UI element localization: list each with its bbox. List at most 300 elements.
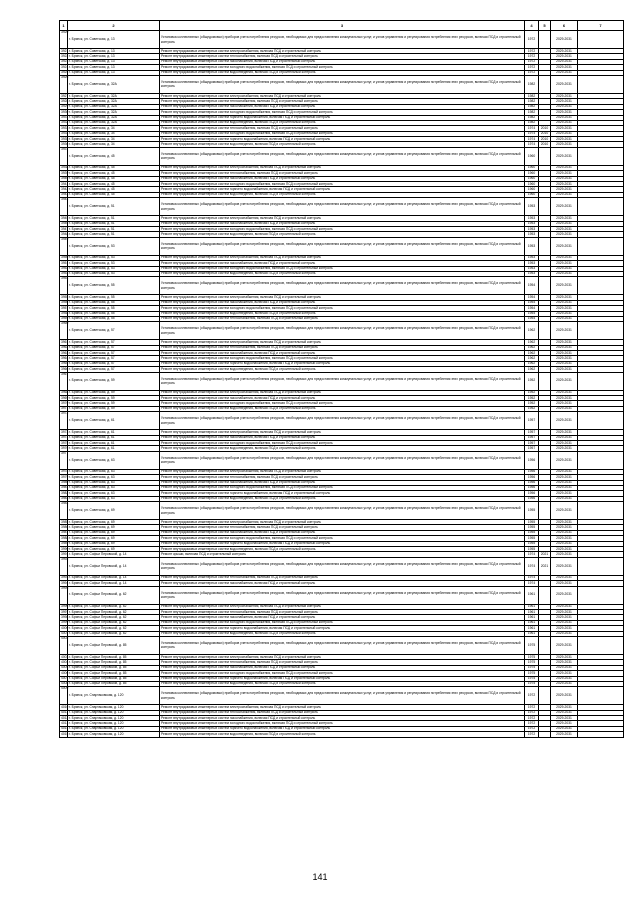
repair-period-cell: 2029-2031	[551, 390, 578, 395]
repair-period-cell: 2029-2031	[551, 221, 578, 226]
empty-cell	[578, 277, 624, 295]
build-year-cell: 1960	[525, 165, 539, 170]
repair-period-cell: 2029-2031	[551, 300, 578, 305]
row-number: 3952	[61, 266, 69, 271]
repair-period-cell: 2029-2031	[551, 451, 578, 469]
repair-period-cell: 2029-2031	[551, 311, 578, 316]
build-year-cell: 1961	[525, 586, 539, 604]
empty-cell	[578, 732, 624, 737]
row-number: 3959	[61, 316, 69, 321]
build-year-cell: 1960	[525, 171, 539, 176]
work-type-cell: Установка коллективных (общедомовых) приборов учета потребления ресурсов, необходимых для предоставления коммунальных услуг, и узлов управления и регулирования потребления этих ресурсов, включая ПСД и строительный контроль	[160, 636, 525, 654]
row-number: 3957	[61, 305, 69, 310]
repair-period-cell: 2029-2031	[551, 171, 578, 176]
address-cell: г. Брянск, ул. Софьи Перовской, д. 85	[68, 681, 160, 686]
address-cell: г. Брянск, ул. Советская, д. 57	[68, 340, 160, 345]
row-number: 4008	[61, 681, 69, 686]
build-year-cell: 1961	[525, 615, 539, 620]
row-number: 3997	[61, 609, 69, 614]
work-type-cell: Ремонт внутридомовых инженерных систем теплоснабжения, включая ПСД и строительный контроль	[160, 475, 525, 480]
build-year-cell: 1961	[525, 610, 539, 615]
address-cell: г. Брянск, ул. Спартаковская, д. 120	[68, 687, 160, 705]
build-year-cell: 1957	[525, 430, 539, 435]
build-year-cell: 1972	[525, 726, 539, 731]
table-row	[60, 198, 624, 216]
row-number: 3933	[61, 125, 69, 130]
work-type-cell: Ремонт внутридомовых инженерных систем электроснабжения, включая ПСД и строительный контроль	[160, 430, 525, 435]
work-type-cell: Ремонт внутридомовых инженерных систем холодного водоснабжения, включая ПСД и строительный контроль	[160, 485, 525, 490]
empty-cell	[578, 557, 624, 575]
address-cell: г. Брянск, ул. Советская, д. 13	[68, 59, 160, 64]
row-number: 3920	[60, 31, 68, 49]
repair-period-cell: 2029-2031	[551, 216, 578, 221]
repair-period-cell: 2029-2031	[551, 469, 578, 474]
work-type-cell: Ремонт внутридомовых инженерных систем теплоснабжения, включая ПСД и строительный контроль	[160, 710, 525, 715]
work-type-cell: Ремонт внутридомовых инженерных систем холодного водоснабжения, включая ПСД и строительный контроль	[160, 65, 525, 70]
repair-period-cell: 2029-2031	[551, 295, 578, 300]
repair-year-cell: 2010	[539, 137, 551, 142]
repair-period-cell: 2029-2031	[551, 361, 578, 366]
repair-period-cell: 2029-2031	[551, 620, 578, 625]
repair-year-cell	[539, 147, 551, 165]
work-type-cell: Ремонт внутридомовых инженерных систем теплоснабжения, включая ПСД и строительный контроль	[160, 316, 525, 321]
row-number: 4005	[61, 665, 69, 670]
work-type-cell: Ремонт внутридомовых инженерных систем горячего водоснабжения, включая ПСД и строительный контроль	[160, 115, 525, 120]
work-type-cell: Ремонт внутридомовых инженерных систем холодного водоснабжения, включая ПСД и строительный контроль	[160, 226, 525, 231]
build-year-cell: 1952	[525, 396, 539, 401]
work-type-cell: Ремонт внутридомовых инженерных систем электроснабжения, включая ПСД и строительный контроль	[160, 469, 525, 474]
repair-period-cell: 2029-2031	[551, 636, 578, 654]
work-type-cell: Ремонт внутридомовых инженерных систем теплоснабжения, включая ПСД и строительный контроль	[160, 54, 525, 59]
address-cell: г. Брянск, ул. Советская, д. 59	[68, 390, 160, 395]
repair-period-cell: 2029-2031	[551, 665, 578, 670]
address-cell: г. Брянск, ул. Советская, д. 69	[68, 536, 160, 541]
empty-cell	[578, 198, 624, 216]
row-number: 3948	[61, 231, 69, 236]
address-cell: г. Брянск, ул. Спартаковская, д. 120	[68, 716, 160, 721]
build-year-cell: 1956	[525, 496, 539, 501]
work-type-cell: Ремонт внутридомовых инженерных систем газоснабжения, включая ПСД и строительный контроль	[160, 435, 525, 440]
work-type-cell: Ремонт внутридомовых инженерных систем водоотведения, включая ПСД и строительный контроль	[160, 120, 525, 125]
repair-period-cell: 2029-2031	[551, 615, 578, 620]
address-cell: г. Брянск, ул. Советская, д. 32А	[68, 99, 160, 104]
work-type-cell: Ремонт внутридомовых инженерных систем холодного водоснабжения, включая ПСД и строительный контроль	[160, 356, 525, 361]
row-number: 3979	[61, 474, 69, 479]
repair-period-cell: 2029-2031	[551, 705, 578, 710]
address-cell: г. Брянск, ул. Софьи Перовской, д. 85	[68, 654, 160, 659]
header-cell-6: 6	[551, 21, 578, 31]
capital-repair-table	[59, 20, 624, 738]
repair-period-cell: 2029-2031	[551, 120, 578, 125]
repair-year-cell: 2021	[539, 557, 551, 575]
repair-period-cell: 2029-2031	[551, 99, 578, 104]
address-cell: г. Брянск, ул. Софьи Перовской, д. 14	[68, 581, 160, 586]
build-year-cell: 1982	[525, 115, 539, 120]
work-type-cell: Ремонт внутридомовых инженерных систем газоснабжения, включая ПСД и строительный контроль	[160, 716, 525, 721]
repair-period-cell: 2029-2031	[551, 165, 578, 170]
repair-period-cell: 2029-2031	[551, 440, 578, 445]
address-cell: г. Брянск, ул. Советская, д. 53	[68, 255, 160, 260]
build-year-cell: 1953	[525, 271, 539, 276]
repair-year-cell	[539, 732, 551, 737]
repair-period-cell: 2029-2031	[551, 721, 578, 726]
address-cell: г. Брянск, ул. Советская, д. 13	[68, 49, 160, 54]
repair-period-cell: 2029-2031	[551, 502, 578, 520]
build-year-cell: 1953	[525, 237, 539, 255]
row-number: 3981	[61, 485, 69, 490]
build-year-cell: 1960	[525, 176, 539, 181]
build-year-cell: 1961	[525, 626, 539, 631]
repair-year-cell	[539, 412, 551, 430]
work-type-cell: Установка коллективных (общедомовых) приборов учета потребления ресурсов, необходимых для предоставления коммунальных услуг, и узлов управления и регулирования потребления этих ресурсов, включая ПСД и строительный контроль	[160, 277, 525, 295]
repair-period-cell: 2029-2031	[551, 435, 578, 440]
work-type-cell: Установка коллективных (общедомовых) приборов учета потребления ресурсов, необходимых для предоставления коммунальных услуг, и узлов управления и регулирования потребления этих ресурсов, включая ПСД и строительный контроль	[160, 412, 525, 430]
build-year-cell: 1982	[525, 75, 539, 93]
build-year-cell: 1957	[525, 435, 539, 440]
build-year-cell: 1961	[525, 604, 539, 609]
address-cell: г. Брянск, ул. Советская, д. 55	[68, 295, 160, 300]
address-cell: г. Брянск, ул. Софьи Перовской, д. 85	[68, 660, 160, 665]
work-type-cell: Ремонт внутридомовых инженерных систем водоотведения, включая ПСД и строительный контроль	[160, 271, 525, 276]
address-cell: г. Брянск, ул. Спартаковская, д. 120	[68, 732, 160, 737]
row-number: 3983	[61, 496, 69, 501]
build-year-cell: 1974	[525, 552, 539, 557]
work-type-cell: Установка коллективных (общедомовых) приборов учета потребления ресурсов, необходимых для предоставления коммунальных услуг, и узлов управления и регулирования потребления этих ресурсов, включая ПСД и строительный контроль	[160, 198, 525, 216]
empty-cell	[578, 412, 624, 430]
repair-period-cell: 2029-2031	[551, 277, 578, 295]
build-year-cell: 1957	[525, 412, 539, 430]
build-year-cell: 1960	[525, 187, 539, 192]
work-type-cell: Ремонт внутридомовых инженерных систем газоснабжения, включая ПСД и строительный контроль	[160, 176, 525, 181]
row-number: 3937	[60, 147, 68, 165]
row-number: 3969	[61, 395, 69, 400]
table-row	[60, 372, 624, 390]
repair-period-cell: 2029-2031	[551, 687, 578, 705]
work-type-cell: Ремонт внутридомовых инженерных систем газоснабжения, включая ПСД и строительный контроль	[160, 261, 525, 266]
work-type-cell: Ремонт внутридомовых инженерных систем электроснабжения, включая ПСД и строительный контроль	[160, 705, 525, 710]
repair-period-cell: 2029-2031	[551, 59, 578, 64]
header-cell-1: 1	[60, 21, 68, 31]
address-cell: г. Брянск, ул. Советская, д. 53	[68, 266, 160, 271]
address-cell: г. Брянск, ул. Советская, д. 45	[68, 147, 160, 165]
repair-period-cell: 2029-2031	[551, 530, 578, 535]
build-year-cell: 1953	[525, 261, 539, 266]
work-type-cell: Ремонт внутридомовых инженерных систем газоснабжения, включая ПСД и строительный контроль	[160, 104, 525, 109]
build-year-cell: 1953	[525, 198, 539, 216]
work-type-cell: Установка коллективных (общедомовых) приборов учета потребления ресурсов, необходимых для предоставления коммунальных услуг, и узлов управления и регулирования потребления этих ресурсов, включая ПСД и строительный контроль	[160, 322, 525, 340]
build-year-cell: 1972	[525, 49, 539, 54]
work-type-cell: Ремонт внутридомовых инженерных систем газоснабжения, включая ПСД и строительный контроль	[160, 665, 525, 670]
header-cell-2: 2	[68, 21, 160, 31]
build-year-cell: 1975	[525, 681, 539, 686]
work-type-cell: Ремонт внутридомовых инженерных систем водоотведения, включая ПСД и строительный контроль	[160, 70, 525, 75]
table-row	[60, 147, 624, 165]
address-cell: г. Брянск, ул. Советская, д. 34	[68, 131, 160, 136]
build-year-cell: 1953	[525, 221, 539, 226]
build-year-cell: 1953	[525, 216, 539, 221]
repair-period-cell: 2029-2031	[551, 491, 578, 496]
address-cell: г. Брянск, ул. Софьи Перовской, д. 85	[68, 671, 160, 676]
address-cell: г. Брянск, ул. Советская, д. 59	[68, 396, 160, 401]
build-year-cell: 1952	[525, 372, 539, 390]
work-type-cell: Ремонт внутридомовых инженерных систем водоотведения, включая ПСД и строительный контроль	[160, 192, 525, 197]
build-year-cell: 1956	[525, 475, 539, 480]
repair-period-cell: 2029-2031	[551, 396, 578, 401]
repair-period-cell: 2029-2031	[551, 54, 578, 59]
work-type-cell: Ремонт внутридомовых инженерных систем холодного водоснабжения, включая ПСД и строительный контроль	[160, 306, 525, 311]
header-cell-5: 5	[539, 21, 551, 31]
build-year-cell: 1962	[525, 356, 539, 361]
work-type-cell: Ремонт внутридомовых инженерных систем водоотведения, включая ПСД и строительный контроль	[160, 142, 525, 147]
build-year-cell: 1953	[525, 226, 539, 231]
row-number: 3998	[61, 614, 69, 619]
repair-year-cell: 2010	[539, 126, 551, 131]
address-cell: г. Брянск, ул. Софьи Перовской, д. 62	[68, 626, 160, 631]
repair-period-cell: 2029-2031	[551, 345, 578, 350]
work-type-cell: Ремонт внутридомовых инженерных систем электроснабжения, включая ПСД и строительный контроль	[160, 49, 525, 54]
table-row	[60, 237, 624, 255]
address-cell: г. Брянск, ул. Спартаковская, д. 120	[68, 721, 160, 726]
repair-period-cell: 2029-2031	[551, 93, 578, 98]
build-year-cell: 1961	[525, 620, 539, 625]
repair-period-cell: 2029-2031	[551, 475, 578, 480]
work-type-cell: Ремонт внутридомовых инженерных систем горячего водоснабжения, включая ПСД и строительный контроль	[160, 726, 525, 731]
row-number: 3984	[60, 502, 68, 520]
work-type-cell: Ремонт внутридомовых инженерных систем газоснабжения, включая ПСД и строительный контроль	[160, 615, 525, 620]
address-cell: г. Брянск, ул. Советская, д. 51	[68, 226, 160, 231]
row-number: 3974	[61, 435, 69, 440]
build-year-cell: 1972	[525, 687, 539, 705]
address-cell: г. Брянск, ул. Софьи Перовской, д. 14	[68, 575, 160, 580]
row-number: 3988	[61, 535, 69, 540]
repair-period-cell: 2029-2031	[551, 547, 578, 552]
row-number: 3939	[61, 170, 69, 175]
address-cell: г. Брянск, ул. Советская, д. 32А	[68, 110, 160, 115]
work-type-cell: Ремонт внутридомовых инженерных систем газоснабжения, включая ПСД и строительный контроль	[160, 351, 525, 356]
address-cell: г. Брянск, ул. Советская, д. 13	[68, 54, 160, 59]
repair-period-cell: 2029-2031	[551, 552, 578, 557]
work-type-cell: Ремонт внутридомовых инженерных систем электроснабжения, включая ПСД и строительный контроль	[160, 93, 525, 98]
build-year-cell: 1954	[525, 316, 539, 321]
work-type-cell: Установка коллективных (общедомовых) приборов учета потребления ресурсов, необходимых для предоставления коммунальных услуг, и узлов управления и регулирования потребления этих ресурсов, включая ПСД и строительный контроль	[160, 237, 525, 255]
repair-period-cell: 2029-2031	[551, 176, 578, 181]
row-number: 3934	[61, 131, 69, 136]
address-cell: г. Брянск, ул. Советская, д. 57	[68, 345, 160, 350]
repair-year-cell	[539, 451, 551, 469]
address-cell: г. Брянск, ул. Советская, д. 45	[68, 182, 160, 187]
empty-cell	[578, 237, 624, 255]
address-cell: г. Брянск, ул. Советская, д. 53	[68, 261, 160, 266]
work-type-cell: Ремонт внутридомовых инженерных систем холодного водоснабжения, включая ПСД и строительный контроль	[160, 721, 525, 726]
repair-period-cell: 2029-2031	[551, 480, 578, 485]
repair-period-cell: 2029-2031	[551, 496, 578, 501]
address-cell: г. Брянск, ул. Советская, д. 55	[68, 306, 160, 311]
row-number: 3980	[61, 480, 69, 485]
repair-period-cell: 2029-2031	[551, 271, 578, 276]
repair-period-cell: 2029-2031	[551, 49, 578, 54]
address-cell: г. Брянск, ул. Советская, д. 34	[68, 142, 160, 147]
work-type-cell: Ремонт внутридомовых инженерных систем газоснабжения, включая ПСД и строительный контроль	[160, 300, 525, 305]
build-year-cell: 1975	[525, 636, 539, 654]
address-cell: г. Брянск, ул. Советская, д. 55	[68, 311, 160, 316]
address-cell: г. Брянск, ул. Советская, д. 45	[68, 187, 160, 192]
repair-period-cell: 2029-2031	[551, 351, 578, 356]
table-row	[60, 412, 624, 430]
work-type-cell: Ремонт внутридомовых инженерных систем теплоснабжения, включая ПСД и строительный контроль	[160, 345, 525, 350]
address-cell: г. Брянск, ул. Советская, д. 61	[68, 440, 160, 445]
work-type-cell: Ремонт внутридомовых инженерных систем водоотведения, включая ПСД и строительный контроль	[160, 446, 525, 451]
row-number: 4003	[61, 654, 69, 659]
row-number: 4015	[61, 731, 69, 736]
build-year-cell: 1955	[525, 547, 539, 552]
work-type-cell: Ремонт внутридомовых инженерных систем холодного водоснабжения, включая ПСД и строительный контроль	[160, 620, 525, 625]
row-number: 3925	[61, 70, 69, 75]
repair-period-cell: 2029-2031	[551, 485, 578, 490]
repair-period-cell: 2029-2031	[551, 255, 578, 260]
row-number: 3971	[61, 406, 69, 411]
address-cell: г. Брянск, ул. Советская, д. 45	[68, 192, 160, 197]
build-year-cell: 1953	[525, 266, 539, 271]
repair-year-cell	[539, 237, 551, 255]
build-year-cell: 1982	[525, 104, 539, 109]
build-year-cell: 1962	[525, 367, 539, 372]
work-type-cell: Ремонт внутридомовых инженерных систем горячего водоснабжения, включая ПСД и строительный контроль	[160, 541, 525, 546]
address-cell: г. Брянск, ул. Советская, д. 69	[68, 525, 160, 530]
address-cell: г. Брянск, ул. Советская, д. 63	[68, 451, 160, 469]
build-year-cell: 1975	[525, 654, 539, 659]
row-number: 3941	[61, 181, 69, 186]
address-cell: г. Брянск, ул. Софьи Перовской, д. 14	[68, 552, 160, 557]
repair-year-cell	[539, 502, 551, 520]
build-year-cell: 1955	[525, 525, 539, 530]
address-cell: г. Брянск, ул. Советская, д. 51	[68, 216, 160, 221]
work-type-cell: Установка коллективных (общедомовых) приборов учета потребления ресурсов, необходимых для предоставления коммунальных услуг, и узлов управления и регулирования потребления этих ресурсов, включая ПСД и строительный контроль	[160, 31, 525, 49]
row-number: 4004	[61, 659, 69, 664]
work-type-cell: Ремонт внутридомовых инженерных систем горячего водоснабжения, включая ПСД и строительный контроль	[160, 491, 525, 496]
repair-period-cell: 2029-2031	[551, 226, 578, 231]
address-cell: г. Брянск, ул. Советская, д. 57	[68, 367, 160, 372]
build-year-cell: 1954	[525, 306, 539, 311]
build-year-cell: 1972	[525, 54, 539, 59]
repair-period-cell: 2029-2031	[551, 322, 578, 340]
repair-period-cell: 2029-2031	[551, 536, 578, 541]
repair-year-cell	[539, 31, 551, 49]
row-number: 3945	[61, 215, 69, 220]
build-year-cell: 1955	[525, 536, 539, 541]
work-type-cell: Ремонт внутридомовых инженерных систем газоснабжения, включая ПСД и строительный контроль	[160, 59, 525, 64]
repair-period-cell: 2029-2031	[551, 192, 578, 197]
address-cell: г. Брянск, ул. Софьи Перовской, д. 62	[68, 604, 160, 609]
repair-period-cell: 2029-2031	[551, 401, 578, 406]
table-row	[60, 31, 624, 49]
row-number: 3936	[61, 142, 69, 147]
header-cell-4: 4	[525, 21, 539, 31]
address-cell: г. Брянск, ул. Советская, д. 61	[68, 435, 160, 440]
address-cell: г. Брянск, ул. Советская, д. 63	[68, 469, 160, 474]
repair-period-cell: 2029-2031	[551, 654, 578, 659]
repair-year-cell: 2010	[539, 142, 551, 147]
repair-period-cell: 2029-2031	[551, 182, 578, 187]
row-number: 4000	[61, 625, 69, 630]
work-type-cell: Ремонт внутридомовых инженерных систем горячего водоснабжения, включая ПСД и строительный контроль	[160, 361, 525, 366]
address-cell: г. Брянск, ул. Советская, д. 61	[68, 430, 160, 435]
address-cell: г. Брянск, ул. Советская, д. 34	[68, 126, 160, 131]
row-number: 3960	[60, 322, 68, 340]
address-cell: г. Брянск, ул. Советская, д. 69	[68, 502, 160, 520]
row-number: 3935	[61, 136, 69, 141]
build-year-cell: 1957	[525, 446, 539, 451]
build-year-cell: 1955	[525, 530, 539, 535]
build-year-cell: 1955	[525, 520, 539, 525]
address-cell: г. Брянск, ул. Спартаковская, д. 120	[68, 726, 160, 731]
empty-cell	[578, 322, 624, 340]
work-type-cell: Ремонт внутридомовых инженерных систем электроснабжения, включая ПСД и строительный контроль	[160, 654, 525, 659]
row-number: 3995	[60, 586, 68, 604]
address-cell: г. Брянск, ул. Советская, д. 63	[68, 480, 160, 485]
empty-cell	[578, 636, 624, 654]
address-cell: г. Брянск, ул. Советская, д. 32А	[68, 120, 160, 125]
repair-year-cell: 2021	[539, 552, 551, 557]
address-cell: г. Брянск, ул. Советская, д. 61	[68, 446, 160, 451]
row-number: 4010	[61, 704, 69, 709]
repair-period-cell: 2029-2031	[551, 237, 578, 255]
repair-period-cell: 2029-2031	[551, 340, 578, 345]
work-type-cell: Установка коллективных (общедомовых) приборов учета потребления ресурсов, необходимых для предоставления коммунальных услуг, и узлов управления и регулирования потребления этих ресурсов, включая ПСД и строительный контроль	[160, 586, 525, 604]
work-type-cell: Ремонт внутридомовых инженерных систем теплоснабжения, включая ПСД и строительный контроль	[160, 99, 525, 104]
address-cell: г. Брянск, ул. Советская, д. 45	[68, 171, 160, 176]
repair-year-cell	[539, 277, 551, 295]
work-type-cell: Ремонт внутридомовых инженерных систем электроснабжения, включая ПСД и строительный контроль	[160, 255, 525, 260]
address-cell: г. Брянск, ул. Советская, д. 13	[68, 70, 160, 75]
address-cell: г. Брянск, ул. Софьи Перовской, д. 85	[68, 676, 160, 681]
repair-period-cell: 2029-2031	[551, 716, 578, 721]
row-number: 3926	[60, 75, 68, 93]
work-type-cell: Установка коллективных (общедомовых) приборов учета потребления ресурсов, необходимых для предоставления коммунальных услуг, и узлов управления и регулирования потребления этих ресурсов, включая ПСД и строительный контроль	[160, 372, 525, 390]
build-year-cell: 1972	[525, 710, 539, 715]
row-number: 3991	[61, 551, 69, 556]
work-type-cell: Ремонт внутридомовых инженерных систем водоотведения, включая ПСД и строительный контроль	[160, 681, 525, 686]
repair-period-cell: 2029-2031	[551, 541, 578, 546]
row-number: 3946	[61, 221, 69, 226]
repair-period-cell: 2029-2031	[551, 316, 578, 321]
repair-period-cell: 2029-2031	[551, 604, 578, 609]
address-cell: г. Брянск, ул. Советская, д. 53	[68, 237, 160, 255]
build-year-cell: 1982	[525, 110, 539, 115]
work-type-cell: Установка коллективных (общедомовых) приборов учета потребления ресурсов, необходимых для предоставления коммунальных услуг, и узлов управления и регулирования потребления этих ресурсов, включая ПСД и строительный контроль	[160, 502, 525, 520]
repair-period-cell: 2029-2031	[551, 610, 578, 615]
repair-period-cell: 2029-2031	[551, 75, 578, 93]
repair-period-cell: 2029-2031	[551, 187, 578, 192]
row-number: 3942	[61, 186, 69, 191]
build-year-cell: 1955	[525, 541, 539, 546]
address-cell: г. Брянск, ул. Спартаковская, д. 120	[68, 705, 160, 710]
empty-cell	[578, 451, 624, 469]
row-number: 3963	[61, 350, 69, 355]
repair-period-cell: 2029-2031	[551, 372, 578, 390]
address-cell: г. Брянск, ул. Советская, д. 45	[68, 176, 160, 181]
row-number: 4002	[60, 636, 68, 654]
work-type-cell: Ремонт внутридомовых инженерных систем горячего водоснабжения, включая ПСД и строительный контроль	[160, 626, 525, 631]
row-number: 3994	[61, 580, 69, 585]
address-cell: г. Брянск, ул. Советская, д. 69	[68, 541, 160, 546]
build-year-cell: 1954	[525, 311, 539, 316]
table-row	[60, 277, 624, 295]
row-number: 3977	[60, 451, 68, 469]
repair-period-cell: 2029-2031	[551, 110, 578, 115]
repair-period-cell: 2029-2031	[551, 586, 578, 604]
repair-period-cell: 2029-2031	[551, 681, 578, 686]
work-type-cell: Ремонт внутридомовых инженерных систем холодного водоснабжения, включая ПСД и строительный контроль	[160, 671, 525, 676]
